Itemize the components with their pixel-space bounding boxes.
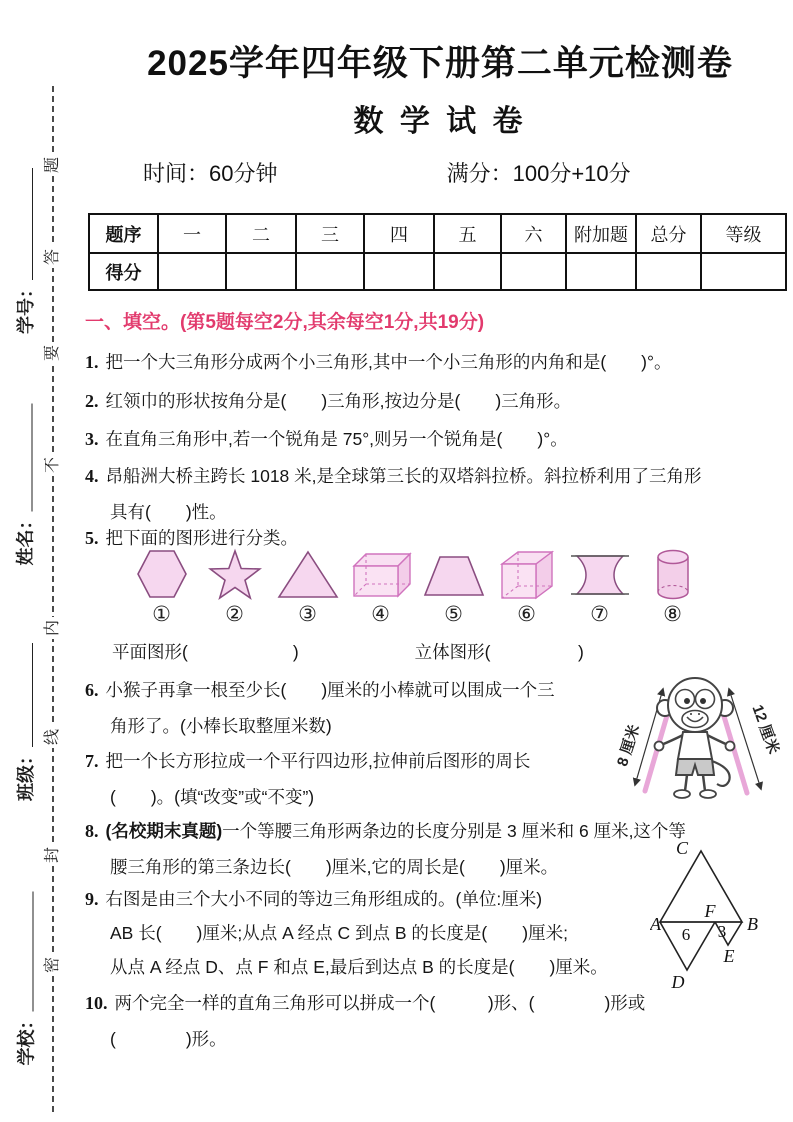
point-e-label: E — [723, 946, 735, 966]
plane-figures-blank: 平面图形( ) — [112, 642, 299, 662]
seal-char: 封 — [42, 844, 64, 866]
score-table-header-row — [89, 214, 786, 253]
question-2 — [85, 383, 571, 419]
header-section-2: 二 — [226, 214, 296, 253]
shape-triangle — [274, 548, 341, 627]
full-score-label: 满分：100分+10分 — [446, 161, 631, 186]
shape-number: ⑧ — [663, 603, 682, 626]
shape-hexagon — [128, 548, 195, 627]
header-grade: 等级 — [701, 214, 786, 253]
question-1 — [85, 344, 672, 380]
paper-subtitle: 数 学 试 卷 — [353, 105, 527, 138]
question-number: 7. — [85, 751, 99, 771]
shape-cylinder — [639, 548, 706, 627]
score-row-label: 得分 — [89, 253, 158, 290]
score-cell — [566, 253, 636, 290]
question-number: 6. — [85, 680, 99, 700]
school-label: 学校： — [16, 1011, 37, 1066]
school-field — [14, 831, 38, 1066]
seal-char: 密 — [42, 954, 64, 976]
class-field — [13, 591, 37, 801]
question-text: 把下面的图形进行分类。 — [105, 528, 298, 548]
seal-char: 线 — [42, 726, 64, 748]
question-number: 5. — [85, 528, 99, 548]
score-cell — [434, 253, 501, 290]
seal-char: 要 — [42, 342, 64, 364]
shape-star — [201, 548, 268, 627]
student-name-field — [13, 351, 37, 566]
header-section-4: 四 — [364, 214, 434, 253]
question-text: 一个等腰三角形两条边的长度分别是 3 厘米和 6 厘米,这个等 — [222, 821, 686, 841]
shape-number: ① — [152, 603, 171, 626]
hexagon-icon — [129, 548, 195, 600]
question-9 — [85, 882, 660, 984]
seal-char: 题 — [42, 154, 64, 176]
question-9-diagram — [650, 838, 790, 1005]
shape-number: ⑥ — [517, 603, 536, 626]
header-total: 总分 — [636, 214, 701, 253]
question-text: 从点 A 经点 D、点 F 和点 E,最后到达点 B 的长度是( )厘米。 — [110, 957, 608, 977]
shape-number: ⑦ — [590, 603, 609, 626]
header-question-order: 题序 — [89, 214, 158, 253]
question-text: ( )形。 — [110, 1029, 227, 1049]
score-cell — [226, 253, 296, 290]
student-name-label: 姓名： — [15, 511, 36, 566]
point-b-label: B — [747, 914, 758, 934]
stick-12cm-label: 12 厘米 — [748, 702, 782, 757]
score-cell — [636, 253, 701, 290]
stick-8cm-label: 8 厘米 — [615, 722, 644, 769]
exam-info-row — [85, 158, 790, 190]
seal-char: 内 — [42, 617, 64, 639]
question-number: 9. — [85, 889, 99, 909]
solid-figures-blank: 立体图形( ) — [414, 642, 584, 662]
section-1-heading: 一、填空。(第5题每空2分,其余每空1分,共19分) — [85, 312, 485, 333]
star-icon — [202, 548, 268, 600]
shape-number: ⑤ — [444, 603, 463, 626]
question-5-shapes-row — [128, 548, 706, 627]
school-blank — [18, 892, 33, 1012]
header-section-5: 五 — [434, 214, 501, 253]
header-section-3: 三 — [296, 214, 364, 253]
question-text: 把一个大三角形分成两个小三角形,其中一个小三角形的内角和是( )°。 — [105, 352, 672, 372]
question-number: 1. — [85, 352, 99, 372]
score-table-score-row — [89, 253, 786, 290]
question-text: 昂船洲大桥主跨长 1018 米,是全球第三长的双塔斜拉桥。斜拉桥利用了三角形 — [105, 466, 702, 486]
seal-char: 答 — [42, 246, 64, 268]
cylinder-icon — [640, 548, 706, 600]
question-8 — [85, 813, 686, 885]
header-bonus: 附加题 — [566, 214, 636, 253]
question-text: 角形了。(小棒长取整厘米数) — [110, 716, 332, 736]
seal-char: 不 — [42, 454, 64, 476]
point-f-label: F — [704, 901, 716, 921]
score-cell — [701, 253, 786, 290]
question-text: 红领巾的形状按角分是( )三角形,按边分是( )三角形。 — [105, 391, 572, 411]
question-5-classification-row — [112, 635, 584, 669]
shape-number: ② — [225, 603, 244, 626]
score-cell — [364, 253, 434, 290]
question-text: 腰三角形的第三条边长( )厘米,它的周长是( )厘米。 — [110, 857, 559, 877]
question-source-tag: (名校期末真题) — [105, 821, 223, 841]
shape-trapezoid — [420, 548, 487, 627]
question-number: 4. — [85, 466, 99, 486]
shape-concave-spool — [566, 548, 633, 627]
question-10 — [85, 985, 645, 1057]
score-cell — [501, 253, 566, 290]
score-cell — [296, 253, 364, 290]
question-text: AB 长( )厘米;从点 A 经点 C 到点 B 的长度是( )厘米; — [110, 923, 568, 943]
paper-title: 2025学年四年级下册第二单元检测卷 — [147, 44, 733, 83]
question-number: 2. — [85, 391, 99, 411]
time-label: 时间：60分钟 — [143, 161, 278, 186]
header-section-6: 六 — [501, 214, 566, 253]
shape-number: ④ — [371, 603, 390, 626]
triangle-icon — [275, 548, 341, 600]
trapezoid-icon — [421, 548, 487, 600]
question-text: 小猴子再拿一根至少长( )厘米的小棒就可以围成一个三 — [105, 680, 555, 700]
monkey-with-sticks-icon — [615, 653, 791, 829]
point-a-label: A — [650, 914, 661, 934]
score-cell — [158, 253, 226, 290]
question-number: 10. — [85, 993, 108, 1013]
question-7 — [85, 743, 530, 815]
point-d-label: D — [671, 972, 685, 992]
monkey-illustration — [615, 653, 791, 834]
student-id-field — [13, 114, 37, 334]
student-id-label: 学号： — [16, 280, 36, 334]
point-c-label: C — [675, 838, 688, 858]
question-text: 右图是由三个大小不同的等边三角形组成的。(单位:厘米) — [105, 889, 543, 909]
equilateral-triangles-diagram-icon — [650, 838, 790, 1000]
question-number: 3. — [85, 429, 99, 449]
cuboid-icon — [348, 548, 414, 600]
class-blank — [18, 643, 33, 747]
shape-cube — [493, 548, 560, 627]
question-number: 8. — [85, 821, 99, 841]
class-label: 班级： — [16, 747, 36, 801]
question-text: 把一个长方形拉成一个平行四边形,拉伸前后图形的周长 — [105, 751, 531, 771]
header-section-1: 一 — [158, 214, 226, 253]
question-6 — [85, 672, 630, 744]
score-table — [88, 213, 787, 291]
question-3 — [85, 421, 568, 457]
segment-af-length: 6 — [681, 925, 691, 944]
segment-fb-length: 3 — [717, 922, 727, 941]
student-id-blank — [18, 168, 33, 280]
student-name-blank — [17, 404, 32, 512]
shape-cuboid — [347, 548, 414, 627]
question-text: 在直角三角形中,若一个锐角是 75°,则另一个锐角是( )°。 — [105, 429, 568, 449]
cube-icon — [494, 548, 560, 600]
question-text: ( )。(填“改变”或“不变”) — [110, 787, 315, 807]
question-text: 两个完全一样的直角三角形可以拼成一个( )形、( )形或 — [114, 993, 646, 1013]
question-text: 具有( )性。 — [110, 502, 227, 522]
concave-spool-icon — [567, 548, 633, 600]
shape-number: ③ — [298, 603, 317, 626]
